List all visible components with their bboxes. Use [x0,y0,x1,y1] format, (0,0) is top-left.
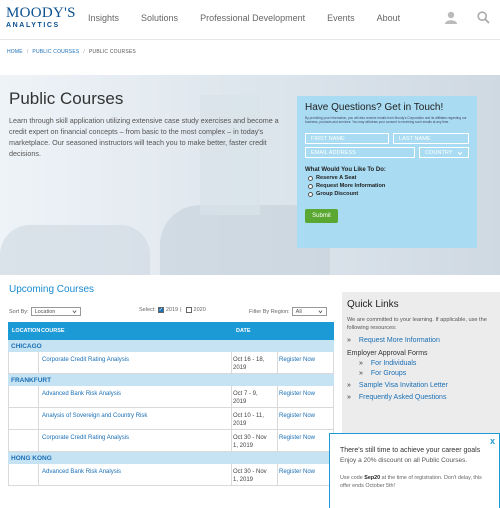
location-cell [9,386,39,407]
quick-link-faq[interactable] [347,394,495,401]
date-line: 2019 [233,365,247,371]
arrow-icon: » [347,337,351,344]
radio-circle[interactable] [308,176,313,181]
site-header [0,0,500,40]
table-row [8,408,334,430]
course-link[interactable]: Advanced Bank Risk Analysis [42,391,122,397]
nav-events[interactable]: Events [327,13,355,23]
email-field[interactable]: EMAIL ADDRESS [305,147,415,158]
quick-link-request-info[interactable] [347,337,495,344]
nav-solutions[interactable]: Solutions [141,13,179,23]
last-name-field[interactable]: LAST NAME [393,133,469,144]
courses-table [8,322,334,486]
popup-note [340,474,489,490]
nav-insights[interactable]: Insights [88,13,120,23]
breadcrumb-home[interactable]: HOME [7,49,23,55]
nav-about[interactable]: About [376,13,401,23]
promo-code: Sep20 [364,475,381,481]
date-line: Oct 30 - Nov [233,435,267,441]
column-date: DATE [236,328,251,334]
quick-link-label: Sample Visa Invitation Letter [358,382,448,389]
quick-link-label: Request More Information [358,337,440,344]
course-date [233,434,275,450]
register-now-link[interactable]: Register Now [279,435,316,441]
register-now-link[interactable]: Register Now [279,413,316,419]
column-location: LOCATION [12,328,41,334]
location-cell [9,464,39,485]
radio-label: Request More Information [316,183,386,189]
promo-popup [329,433,500,508]
popup-headline: There's still time to achieve your career goals [340,447,481,454]
main-nav [88,13,422,23]
column-course: COURSE [41,328,65,334]
arrow-icon: » [347,394,351,401]
employer-forms-list [359,360,495,377]
quick-link-label: For Groups [370,370,407,377]
employer-approval-heading: Employer Approval Forms [347,350,428,357]
country-select[interactable] [419,147,469,158]
sort-by-select[interactable] [31,307,81,316]
sort-by-label: Sort By: [9,308,29,315]
first-name-field[interactable]: FIRST NAME [305,133,389,144]
table-row [8,464,334,486]
radio-reserve-seat[interactable] [308,175,469,181]
breadcrumb-current: PUBLIC COURSES [88,49,136,55]
table-row [8,386,334,408]
radio-label: Reserve A Seat [316,175,357,181]
cell-divider [231,386,232,407]
breadcrumb-public-courses[interactable]: PUBLIC COURSES [32,49,80,55]
quick-link-label: Frequently Asked Questions [358,394,447,401]
country-select-label: COUNTRY [425,150,453,156]
arrow-icon: » [359,370,363,377]
submit-button[interactable]: Submit [305,209,338,223]
date-line: 2019 [233,421,247,427]
nav-professional-development[interactable]: Professional Development [200,13,306,23]
quick-links-title: Quick Links [347,299,399,310]
logo-line2: ANALYTICS [6,22,60,29]
table-row [8,430,334,452]
page-title: Public Courses [9,89,124,108]
header-icons [425,11,490,24]
breadcrumb-separator: / [83,49,85,55]
date-line: Oct 7 - 9, [233,391,258,397]
cell-divider [231,464,232,485]
cell-divider [277,430,278,451]
quick-links-description: We are committed to your learning. If applicable, use the following resources: [347,317,487,331]
radio-label: Group Discount [316,191,359,197]
register-now-link[interactable]: Register Now [279,391,316,397]
form-consent-note: By providing your information, you will also receive emails from Moody's Corporation and its affiliates regarding our business, products and services. You may withdraw your consent to receiving such emails at any time. [305,116,467,125]
quick-link-groups[interactable] [359,370,495,377]
date-line: 1, 2019 [233,477,254,483]
popup-note-pre: Use code [340,475,365,481]
hero-background-image [0,225,150,275]
chevron-down-icon [72,309,77,314]
moodys-analytics-logo[interactable] [6,6,76,29]
course-link[interactable]: Advanced Bank Risk Analysis [42,469,122,475]
city-group-hong-kong: HONG KONG [8,452,334,464]
radio-group-discount[interactable] [308,191,469,197]
contact-form [297,96,477,248]
year-2019-checkbox[interactable]: ✓ [158,307,163,313]
table-row [8,352,334,374]
radio-request-info[interactable] [308,183,469,189]
close-icon[interactable]: x [489,436,495,446]
hero-description: Learn through skill application utilizing extensive case study exercises and become a credit expert on financial concepts – from basic to the most complex – in today's marketplace. Our seasoned instructors will teach you to make better, faster credit decisions. [9,116,279,158]
course-date [233,468,275,484]
date-line: 1, 2019 [233,443,254,449]
popup-offer: Enjoy a 20% discount on all Public Courses. [340,457,468,464]
region-value: All [295,308,302,315]
location-cell [9,408,39,429]
breadcrumb [0,40,500,66]
logo-line1: MOODY'S [6,5,76,21]
city-group-frankfurt: FRANKFURT [8,374,334,386]
course-filters [9,307,335,319]
course-date [233,390,275,406]
course-link[interactable]: Corporate Credit Rating Analysis [42,435,130,441]
breadcrumb-separator: / [26,49,29,55]
quick-link-visa-letter[interactable] [347,382,495,389]
cell-divider [277,352,278,373]
year-select-control [139,307,206,313]
arrow-icon: » [359,360,363,367]
register-now-link[interactable]: Register Now [279,469,316,475]
sort-by-value: Location [34,308,56,315]
select-label: Select: [139,307,156,313]
course-date [233,356,275,372]
region-filter-label: Filter By Region: [249,308,290,315]
date-line: Oct 30 - Nov [233,469,267,475]
cell-divider [231,352,232,373]
date-line: Oct 10 - 11, [233,413,264,419]
radio-circle[interactable] [308,184,313,189]
upcoming-courses-title: Upcoming Courses [9,284,95,295]
year-2019-label: 2019 [165,307,179,313]
year-2020-label: 2020 [193,307,206,313]
cell-divider [277,386,278,407]
cell-divider [277,464,278,485]
table-header [8,322,334,340]
quick-link-label: For Individuals [370,360,417,367]
popup-note-post: at the time of registration. Don't delay, this offer ends October 5th! [340,475,482,489]
search-icon[interactable] [477,11,490,24]
radio-circle[interactable] [308,192,313,197]
year-separator: | [180,307,182,313]
region-filter-control [249,307,327,316]
location-cell [9,352,39,373]
sort-by-control [9,307,81,316]
date-line: Oct 16 - 18, [233,357,265,363]
date-line: 2019 [233,399,247,405]
arrow-icon: » [347,382,351,389]
course-date [233,412,275,428]
year-2020-checkbox[interactable] [186,307,192,313]
cell-divider [277,408,278,429]
chevron-down-icon [318,309,323,314]
location-cell [9,430,39,451]
form-title: Have Questions? Get in Touch! [305,102,444,113]
cell-divider [231,430,232,451]
region-select[interactable] [292,307,327,316]
form-question: What Would You Like To Do: [305,167,386,173]
register-now-link[interactable]: Register Now [279,357,316,363]
city-group-chicago: CHICAGO [8,340,334,352]
course-link[interactable]: Analysis of Sovereign and Country Risk [42,413,148,419]
cell-divider [231,408,232,429]
quick-link-individuals[interactable] [359,360,495,367]
user-icon[interactable] [445,11,457,24]
course-link[interactable]: Corporate Credit Rating Analysis [42,357,130,363]
chevron-down-icon [457,150,463,156]
